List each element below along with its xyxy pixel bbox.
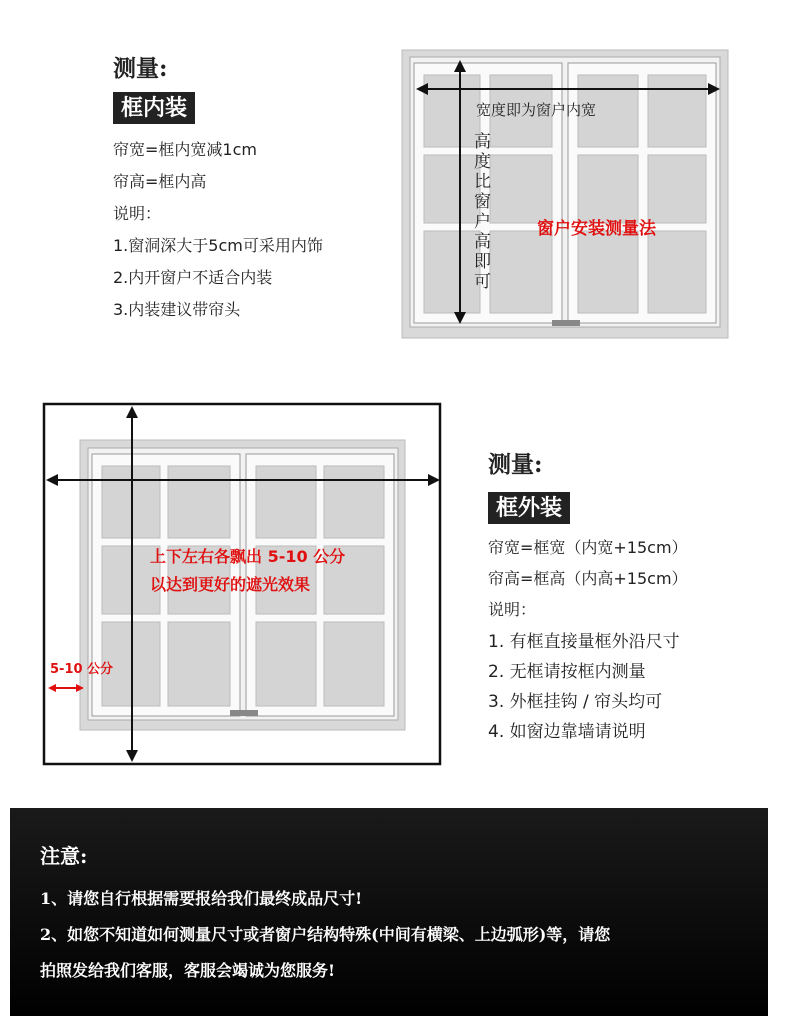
overhang-note-line1: 上下左右各飘出 5-10 公分 <box>150 547 346 566</box>
height-label: 高度比窗户高即可 <box>474 132 491 292</box>
section2-line: 说明： <box>488 600 537 619</box>
overhang-note-line2: 以达到更好的遮光效果 <box>150 575 311 594</box>
notice-line3: 拍照发给我们客服，客服会竭诚为您服务! <box>40 961 336 980</box>
notice-panel <box>10 808 768 1016</box>
section2-line: 4. 如窗边靠墙请说明 <box>488 722 646 742</box>
section2-text-block <box>488 538 688 743</box>
section2-line: 帘宽=框宽（内宽+15cm） <box>488 538 688 557</box>
section1-heading: 测量: <box>113 55 168 82</box>
notice-line1: 1、请您自行根据需要报给我们最终成品尺寸! <box>40 889 363 908</box>
section1-line: 帘宽=框内宽减1cm <box>113 140 257 159</box>
section2-line: 2. 无框请按框内测量 <box>488 662 646 682</box>
section1-line: 说明： <box>113 204 162 223</box>
section1-line: 帘高=框内高 <box>113 172 207 191</box>
method-label: 窗户安装测量法 <box>537 219 656 239</box>
width-label: 宽度即为窗户内宽 <box>476 101 597 119</box>
side-overhang-label: 5-10 公分 <box>50 662 114 677</box>
section2-heading: 测量: <box>488 451 543 478</box>
section2-line: 1. 有框直接量框外沿尺寸 <box>488 632 680 652</box>
section2-line: 3. 外框挂钩 / 帘头均可 <box>488 692 663 712</box>
section1-line: 2.内开窗户不适合内装 <box>113 268 273 287</box>
section1-text-block <box>113 140 323 320</box>
section1-line: 1.窗洞深大于5cm可采用内饰 <box>113 236 323 255</box>
section1-tag: 框内装 <box>113 92 195 124</box>
section2-tag: 框外装 <box>488 492 570 524</box>
section2-line: 帘高=框高（内高+15cm） <box>488 569 688 588</box>
notice-title: 注意: <box>40 844 88 868</box>
notice-line2: 2、如您不知道如何测量尺寸或者窗户结构特殊(中间有横梁、上边弧形)等，请您 <box>40 925 611 944</box>
window-illustration-inside <box>400 45 730 340</box>
section1-line: 3.内装建议带帘头 <box>113 300 241 319</box>
